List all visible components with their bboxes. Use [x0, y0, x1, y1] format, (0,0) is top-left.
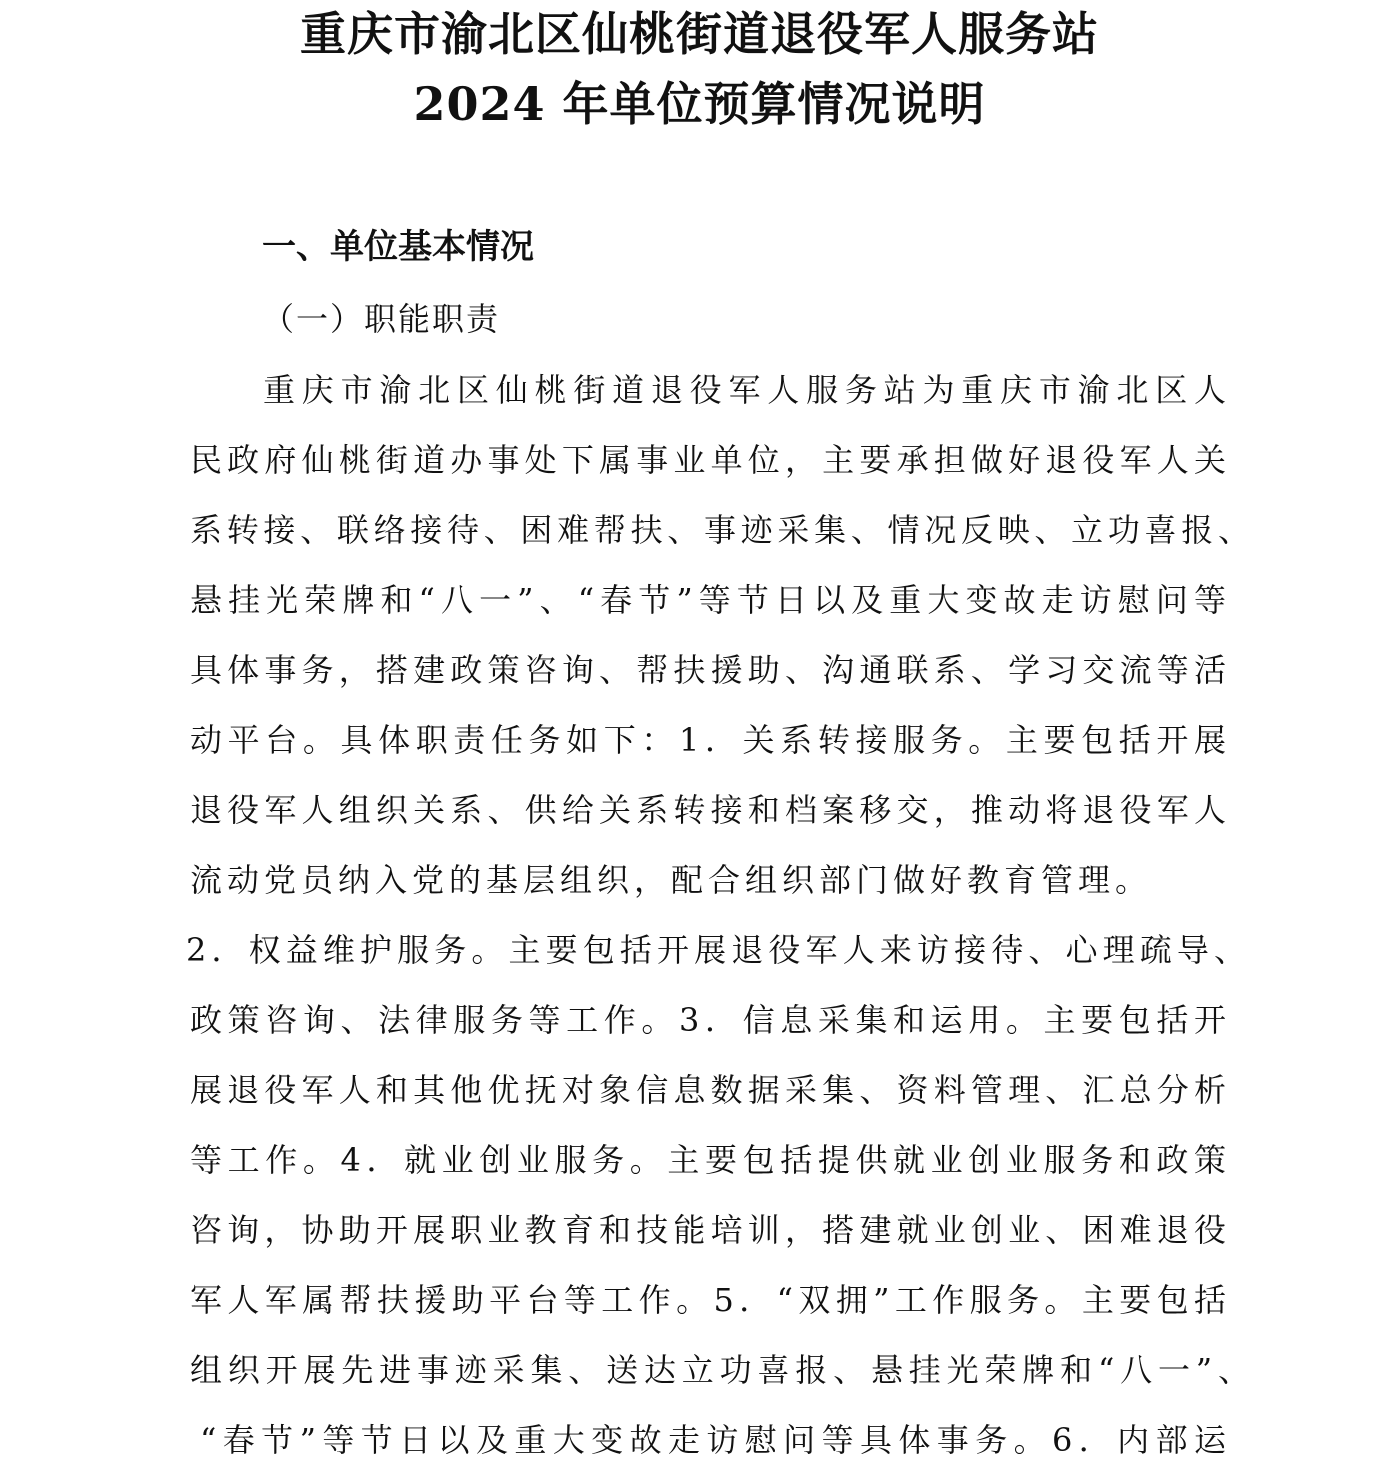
paragraph-line: 组织开展先进事迹采集、送达立功喜报、悬挂光荣牌和“八一”、	[190, 1351, 1250, 1389]
paragraph-line: 悬挂光荣牌和“八一”、“春节”等节日以及重大变故走访慰问等	[190, 581, 1226, 619]
paragraph-line: 具体事务，搭建政策咨询、帮扶援助、沟通联系、学习交流等活	[190, 651, 1226, 689]
paragraph-line: 2．权益维护服务。主要包括开展退役军人来访接待、心理疏导、	[186, 931, 1246, 969]
paragraph-line: 等工作。4．就业创业服务。主要包括提供就业创业服务和政策	[190, 1141, 1226, 1179]
paragraph-line: 流动党员纳入党的基层组织，配合组织部门做好教育管理。	[190, 861, 1153, 899]
paragraph-line: 民政府仙桃街道办事处下属事业单位，主要承担做好退役军人关	[190, 441, 1226, 479]
paragraph-line: 动平台。具体职责任务如下：1．关系转接服务。主要包括开展	[190, 721, 1226, 759]
paragraph-line: 军人军属帮扶援助平台等工作。5．“双拥”工作服务。主要包括	[190, 1281, 1226, 1319]
section-heading: 一、单位基本情况	[262, 227, 534, 267]
paragraph-line: 重庆市渝北区仙桃街道退役军人服务站为重庆市渝北区人	[263, 371, 1226, 409]
paragraph-line: 退役军人组织关系、供给关系转接和档案移交，推动将退役军人	[190, 791, 1226, 829]
paragraph-line: 政策咨询、法律服务等工作。3．信息采集和运用。主要包括开	[190, 1001, 1226, 1039]
paragraph-line: 咨询，协助开展职业教育和技能培训，搭建就业创业、困难退役	[190, 1211, 1226, 1249]
subsection-heading: （一）职能职责	[262, 300, 501, 338]
paragraph-line: “春节”等节日以及重大变故走访慰问等具体事务。6．内部运	[200, 1421, 1226, 1459]
paragraph-line: 展退役军人和其他优抚对象信息数据采集、资料管理、汇总分析	[190, 1071, 1226, 1109]
document-title-line1: 重庆市渝北区仙桃街道退役军人服务站	[300, 7, 1099, 61]
paragraph-line: 系转接、联络接待、困难帮扶、事迹采集、情况反映、立功喜报、	[190, 511, 1250, 549]
document-title-line2: 2024 年单位预算情况说明	[413, 77, 986, 131]
